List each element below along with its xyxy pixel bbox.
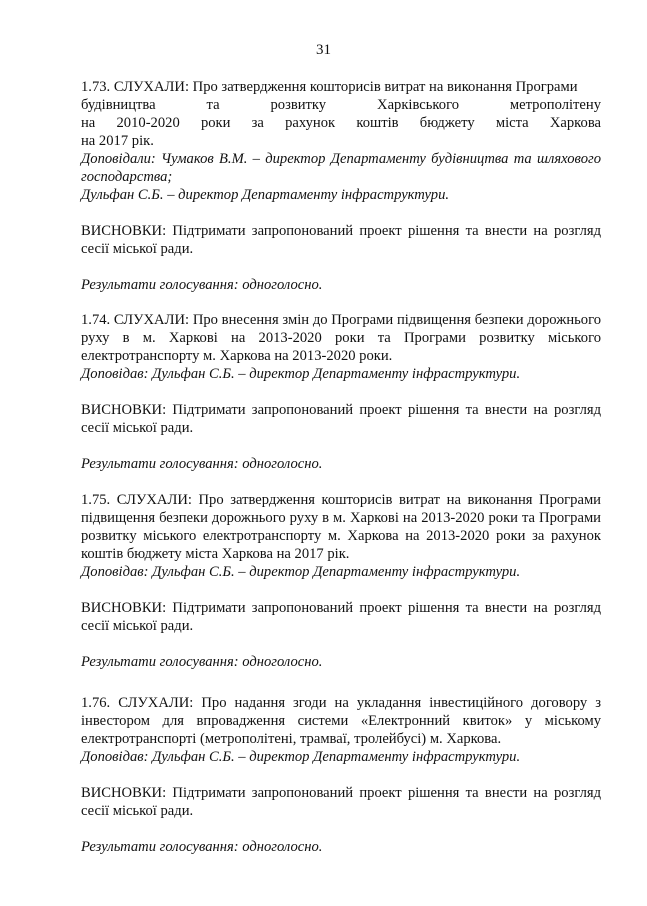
vote-result: Результати голосування: одноголосно.	[81, 277, 323, 293]
speaker-line: Доповідав: Дульфан С.Б. – директор Департаменту інфраструктури.	[81, 749, 521, 765]
heard-paragraph	[81, 78, 601, 150]
vote-result: Результати голосування: одноголосно.	[81, 456, 323, 472]
heard-paragraph: 1.75. СЛУХАЛИ: Про затвердження кошторисів витрат на виконання Програми підвищення безпеки дорожнього руху в м. Харкові на 2013-2020 роки та Програми розвитку міського електротранспорту м. Харкова на 2013-2020 роки за рахунок коштів бюджету міста Харкова на 2017 рік.	[81, 492, 601, 562]
agenda-item-1-76	[81, 694, 601, 856]
heard-line: на 2010-2020 роки за рахунок коштів бюджету міста Харкова	[81, 115, 601, 131]
conclusion: ВИСНОВКИ: Підтримати запропонований проект рішення та внести на розгляд сесії міської ради.	[81, 600, 601, 634]
speaker-line: Доповідали: Чумаков В.М. – директор Департаменту будівництва та шляхового господарства;	[81, 151, 601, 185]
agenda-item-1-73	[81, 78, 601, 294]
heard-paragraph: 1.76. СЛУХАЛИ: Про надання згоди на укладання інвестиційного договору з інвестором для впровадження системи «Електронний квиток» у міському електротранспорті (метрополітені, трамваї, тролейбусі) м. Харкова.	[81, 695, 601, 747]
agenda-item-1-74	[81, 311, 601, 473]
conclusion: ВИСНОВКИ: Підтримати запропонований проект рішення та внести на розгляд сесії міської ради.	[81, 785, 601, 819]
speaker-line: Дульфан С.Б. – директор Департаменту інфраструктури.	[81, 187, 450, 203]
heard-line: 1.73. СЛУХАЛИ: Про затвердження кошторисів витрат на виконання Програми	[81, 79, 578, 95]
heard-paragraph: 1.74. СЛУХАЛИ: Про внесення змін до Програми підвищення безпеки дорожнього руху в м. Харкові на 2013-2020 роки та Програми розвитку міського електротранспорту м. Харкова на 2013-2020 роки.	[81, 312, 601, 364]
heard-line: будівництва та розвитку Харківського метрополітену	[81, 97, 601, 113]
speaker-line: Доповідав: Дульфан С.Б. – директор Департаменту інфраструктури.	[81, 366, 521, 382]
heard-line: на 2017 рік.	[81, 133, 154, 149]
conclusion: ВИСНОВКИ: Підтримати запропонований проект рішення та внести на розгляд сесії міської ради.	[81, 223, 601, 257]
vote-result: Результати голосування: одноголосно.	[81, 654, 323, 670]
agenda-item-1-75	[81, 491, 601, 671]
page-number: 31	[316, 42, 331, 58]
conclusion: ВИСНОВКИ: Підтримати запропонований проект рішення та внести на розгляд сесії міської ради.	[81, 402, 601, 436]
speaker-line: Доповідав: Дульфан С.Б. – директор Департаменту інфраструктури.	[81, 564, 521, 580]
vote-result: Результати голосування: одноголосно.	[81, 839, 323, 855]
